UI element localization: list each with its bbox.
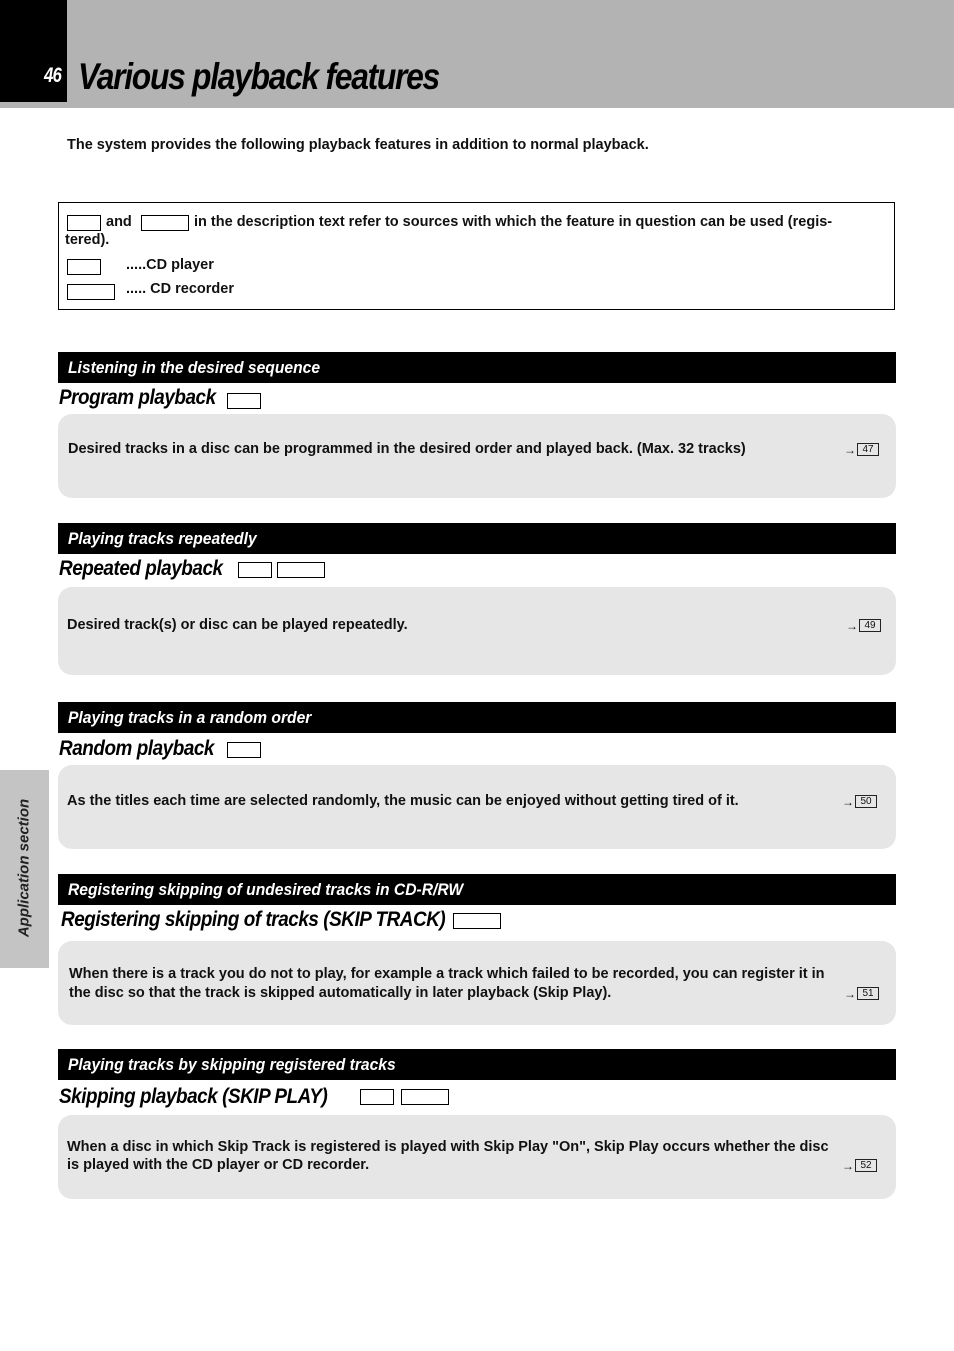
feature-title-skip-play: Skipping playback (SKIP PLAY): [59, 1085, 328, 1108]
description-text: As the titles each time are selected randomly, the music can be enjoyed without getting tired of it.: [67, 793, 739, 809]
cd-player-source-box: [227, 742, 261, 758]
side-section-label: Application section: [15, 798, 33, 938]
legend-box: [58, 202, 895, 310]
section-bar: Playing tracks by skipping registered tracks: [58, 1049, 896, 1080]
cd-recorder-source-box: [67, 284, 115, 300]
description-text-line2: is played with the CD player or CD recorder.: [67, 1157, 370, 1173]
section-bar: Playing tracks in a random order: [58, 702, 896, 733]
cd-player-source-box: [227, 393, 261, 409]
page-number: 46: [44, 64, 62, 87]
feature-title-repeated-playback: Repeated playback: [59, 557, 223, 580]
cd-player-source-box: [67, 259, 101, 275]
book-page-icon: 52: [855, 1159, 877, 1172]
feature-title-program-playback: Program playback: [59, 386, 216, 409]
page-reference-link[interactable]: [842, 795, 877, 808]
cd-player-source-box: [360, 1089, 394, 1105]
page-reference-link[interactable]: [844, 987, 879, 1000]
cd-player-source-box: [238, 562, 272, 578]
feature-title-random-playback: Random playback: [59, 737, 215, 760]
arrow-icon: →: [844, 442, 856, 457]
cd-recorder-source-box: [401, 1089, 449, 1105]
page-reference-link[interactable]: [844, 443, 879, 456]
description-text-line1: When a disc in which Skip Track is registered is played with Skip Play "On", Skip Play occurs whether the disc: [67, 1139, 829, 1155]
feature-title-skip-track: Registering skipping of tracks (SKIP TRACK): [61, 908, 446, 931]
book-page-icon: 51: [857, 987, 879, 1000]
arrow-icon: →: [844, 986, 856, 1001]
legend-and: and: [106, 214, 132, 230]
description-text: Desired track(s) or disc can be played repeatedly.: [67, 617, 408, 633]
section-bar: Playing tracks repeatedly: [58, 523, 896, 554]
legend-line1: in the description text refer to sources with which the feature in question can be used (regis-: [194, 214, 833, 230]
section-bar: Listening in the desired sequence: [58, 352, 896, 383]
description-text-line1: When there is a track you do not to play, for example a track which failed to be recorded, you can register it in: [69, 966, 825, 982]
arrow-icon: →: [846, 618, 858, 633]
book-page-icon: 49: [859, 619, 881, 632]
description-panel: [58, 1115, 896, 1199]
cd-recorder-source-box: [453, 913, 501, 929]
book-page-icon: 47: [857, 443, 879, 456]
cd-player-source-box: [67, 215, 101, 231]
cd-recorder-source-box: [141, 215, 189, 231]
legend-line2: tered).: [65, 232, 110, 248]
description-text-line2: the disc so that the track is skipped automatically in later playback (Skip Play).: [69, 985, 612, 1001]
section-bar: Registering skipping of undesired tracks in CD-R/RW: [58, 874, 896, 905]
intro-text: The system provides the following playback features in addition to normal playback.: [67, 137, 649, 153]
page-reference-link[interactable]: [842, 1159, 877, 1172]
legend-cd-recorder: ..... CD recorder: [126, 281, 234, 297]
description-panel: [58, 765, 896, 849]
description-panel: [58, 587, 896, 675]
description-text: Desired tracks in a disc can be programmed in the desired order and played back. (Max. 32 tracks): [68, 441, 746, 457]
description-panel: [58, 941, 896, 1025]
arrow-icon: →: [842, 1158, 854, 1173]
cd-recorder-source-box: [277, 562, 325, 578]
book-page-icon: 50: [855, 795, 877, 808]
arrow-icon: →: [842, 794, 854, 809]
legend-cd-player: .....CD player: [126, 257, 214, 273]
description-panel: [58, 414, 896, 498]
page-reference-link[interactable]: [846, 619, 881, 632]
page-title: Various playback features: [78, 56, 439, 97]
